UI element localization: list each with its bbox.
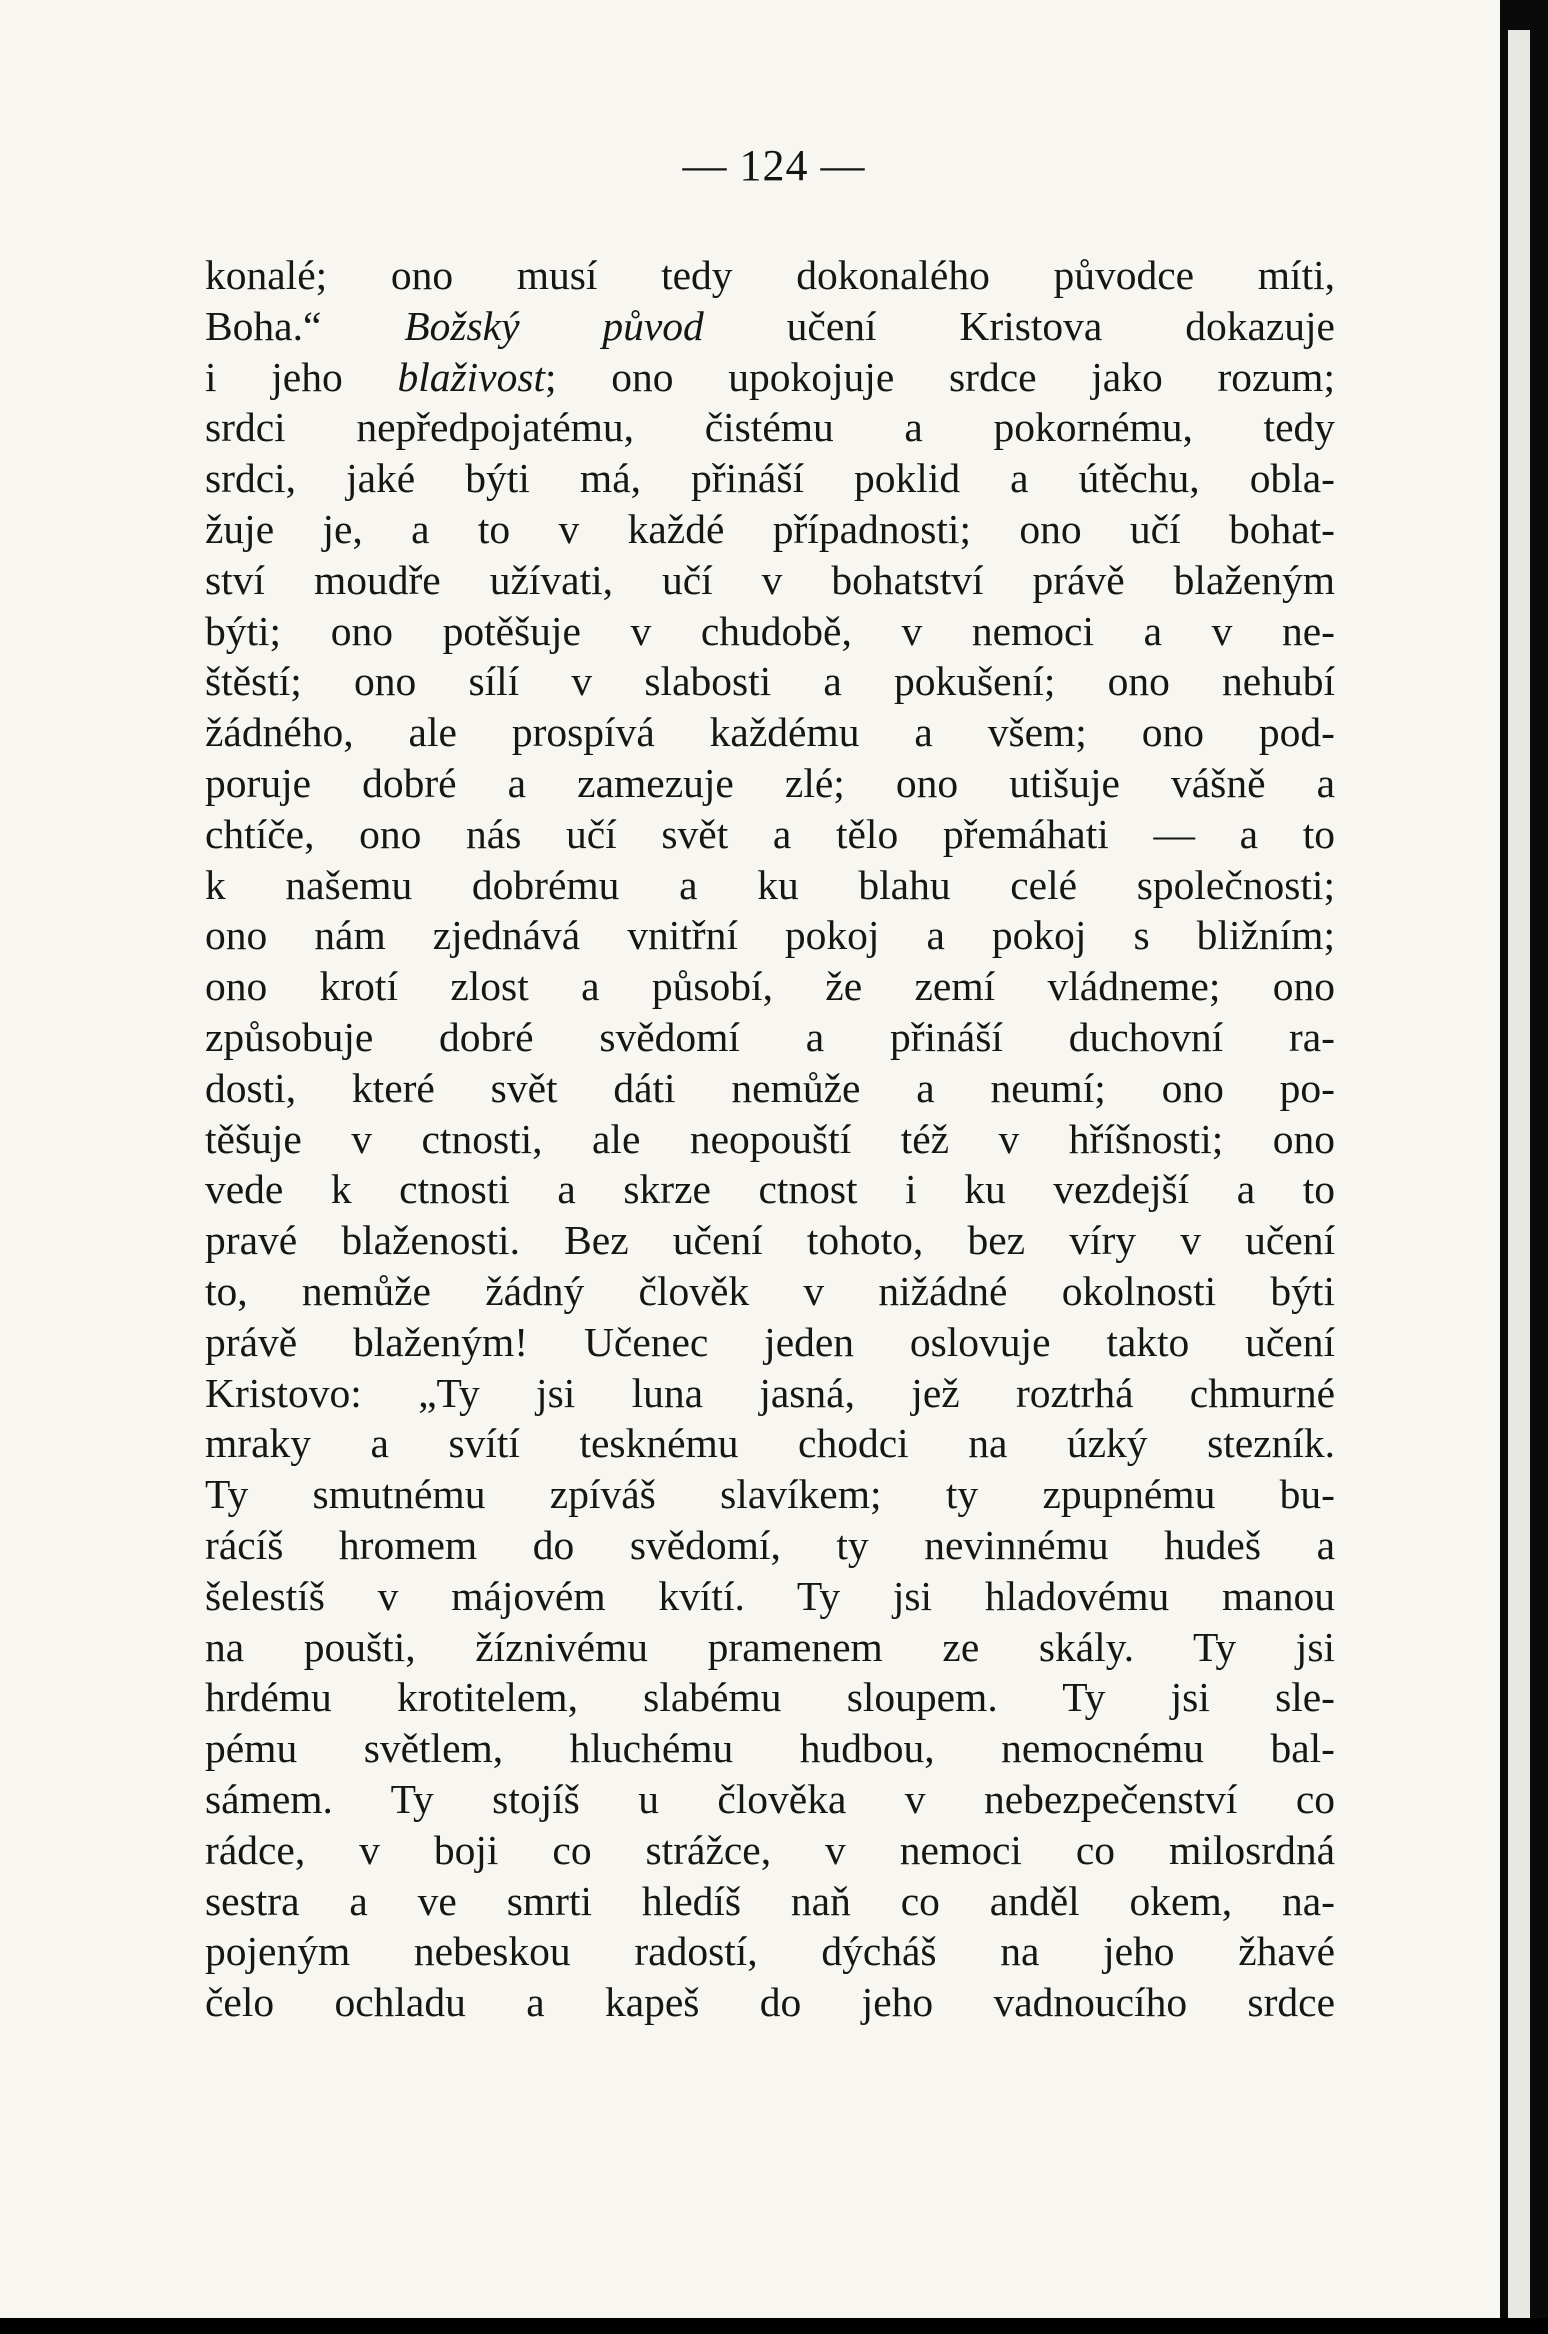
text-segment: sámem. Ty stojíš u člověka v nebezpečenství co	[205, 1775, 1335, 1822]
text-segment: k našemu dobrému a ku blahu celé společnosti;	[205, 861, 1335, 908]
text-segment: právě blaženým! Učenec jeden oslovuje takto učení	[205, 1318, 1335, 1365]
text-segment: těšuje v ctnosti, ale neopouští též v hříšnosti; ono	[205, 1115, 1335, 1162]
text-segment: Kristovo: „Ty jsi luna jasná, jež roztrhá chmurné	[205, 1369, 1335, 1416]
text-line	[205, 1876, 1335, 1927]
text-line	[205, 1723, 1335, 1774]
text-segment: ono krotí zlost a působí, že zemí vládneme; ono	[205, 963, 1335, 1010]
text-segment: býti; ono potěšuje v chudobě, v nemoci a v ne-	[205, 607, 1335, 654]
text-line	[205, 1368, 1335, 1419]
text-segment: žádného, ale prospívá každému a všem; ono pod-	[205, 709, 1335, 756]
text-line	[205, 301, 1335, 352]
text-segment: dosti, které svět dáti nemůže a neumí; ono po-	[205, 1064, 1335, 1111]
text-segment: pojeným nebeskou radostí, dýcháš na jeho žhavé	[205, 1928, 1335, 1975]
text-line	[205, 402, 1335, 453]
text-segment: na poušti, žíznivému pramenem ze skály. Ty jsi	[205, 1623, 1335, 1670]
text-line	[205, 1114, 1335, 1165]
text-line	[205, 1164, 1335, 1215]
text-line	[205, 1825, 1335, 1876]
text-line	[205, 453, 1335, 504]
text-segment: i jeho	[205, 353, 398, 400]
text-segment: štěstí; ono sílí v slabosti a pokušení; ono nehubí	[205, 658, 1335, 705]
text-line	[205, 1774, 1335, 1825]
text-segment: mraky a svítí tesknému chodci na úzký stezník.	[205, 1420, 1335, 1467]
adjacent-page-sliver	[1508, 30, 1530, 2320]
text-segment: poruje dobré a zamezuje zlé; ono utišuje vášně a	[205, 759, 1335, 806]
text-line	[205, 250, 1335, 301]
text-segment: ono nám zjednává vnitřní pokoj a pokoj s bližním;	[205, 912, 1335, 959]
text-line	[205, 1317, 1335, 1368]
text-segment: pravé blaženosti. Bez učení tohoto, bez víry v učení	[205, 1217, 1335, 1264]
text-segment: sestra a ve smrti hledíš naň co anděl okem, na-	[205, 1877, 1335, 1924]
text-segment: srdci, jaké býti má, přináší poklid a útěchu, obla-	[205, 455, 1335, 502]
text-segment: konalé; ono musí tedy dokonalého původce míti,	[205, 252, 1335, 298]
text-segment: učení Kristova dokazuje	[703, 302, 1335, 349]
text-segment: způsobuje dobré svědomí a přináší duchovní ra-	[205, 1013, 1335, 1060]
text-segment: srdci nepředpojatému, čistému a pokornému, tedy	[205, 404, 1335, 451]
text-line	[205, 1926, 1335, 1977]
text-line	[205, 961, 1335, 1012]
text-line	[205, 656, 1335, 707]
text-line	[205, 910, 1335, 961]
text-segment: šelestíš v májovém kvítí. Ty jsi hladovému manou	[205, 1572, 1335, 1619]
text-segment: rácíš hromem do svědomí, ty nevinnému hudeš a	[205, 1521, 1335, 1568]
text-line	[205, 1571, 1335, 1622]
text-line	[205, 1063, 1335, 1114]
text-segment: chtíče, ono nás učí svět a tělo přemáhati — a to	[205, 810, 1335, 857]
scan-border	[0, 2318, 1548, 2334]
text-segment: to, nemůže žádný člověk v nižádné okolnosti býti	[205, 1267, 1335, 1314]
text-line	[205, 1672, 1335, 1723]
adjacent-page-edge	[1500, 0, 1548, 2334]
text-line	[205, 1012, 1335, 1063]
text-segment: Ty smutnému zpíváš slavíkem; ty zpupnému bu-	[205, 1471, 1335, 1518]
text-segment: Boha.“	[205, 302, 405, 349]
text-line	[205, 606, 1335, 657]
text-line	[205, 707, 1335, 758]
text-segment: hrdému krotitelem, slabému sloupem. Ty jsi sle-	[205, 1674, 1335, 1721]
text-line	[205, 1215, 1335, 1266]
italic-emphasis: Božský původ	[404, 302, 704, 349]
text-segment: ; ono upokojuje srdce jako rozum;	[545, 353, 1335, 400]
text-line	[205, 555, 1335, 606]
text-segment: vede k ctnosti a skrze ctnost i ku vezdejší a to	[205, 1166, 1335, 1213]
text-line	[205, 1622, 1335, 1673]
text-segment: ství moudře užívati, učí v bohatství právě blaženým	[205, 556, 1335, 603]
text-line	[205, 504, 1335, 555]
text-line	[205, 1266, 1335, 1317]
text-segment: žuje je, a to v každé případnosti; ono učí bohat-	[205, 505, 1335, 552]
text-line	[205, 352, 1335, 403]
text-line	[205, 1977, 1335, 2028]
text-line	[205, 1469, 1335, 1520]
text-line	[205, 860, 1335, 911]
text-line	[205, 758, 1335, 809]
body-text	[205, 250, 1335, 2028]
text-segment: rádce, v boji co strážce, v nemoci co milosrdná	[205, 1826, 1335, 1873]
text-line	[205, 809, 1335, 860]
text-segment: čelo ochladu a kapeš do jeho vadnoucího srdce	[205, 1979, 1335, 2026]
text-segment: pému světlem, hluchému hudbou, nemocnému bal-	[205, 1725, 1335, 1772]
italic-emphasis: blaživost	[397, 353, 546, 400]
text-line	[205, 1418, 1335, 1469]
page-number: — 124 —	[682, 141, 866, 190]
text-line	[205, 1520, 1335, 1571]
